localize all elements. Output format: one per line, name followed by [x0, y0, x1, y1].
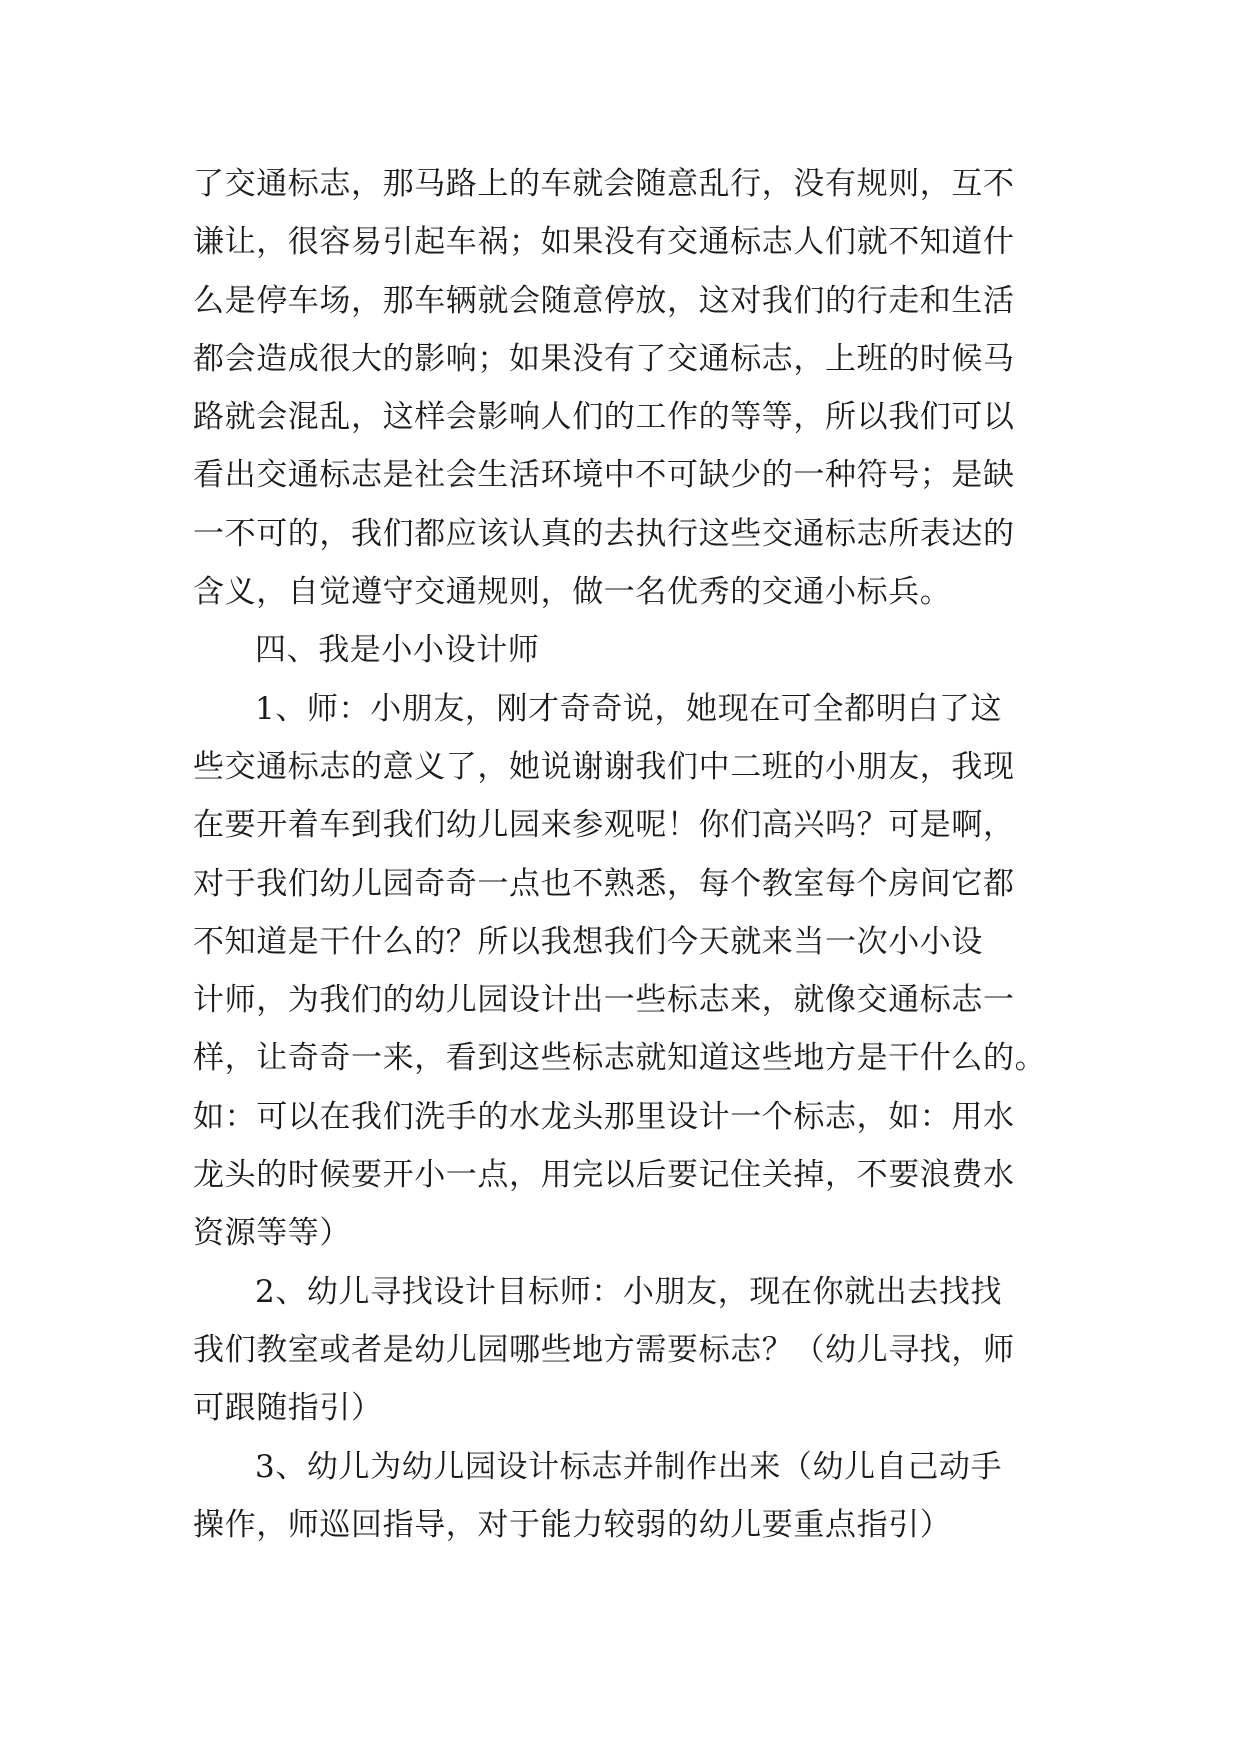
- text-line: 些交通标志的意义了，她说谢谢我们中二班的小朋友，我现: [193, 748, 1015, 785]
- text-line: 龙头的时候要开小一点，用完以后要记住关掉，不要浪费水: [193, 1157, 1015, 1194]
- text-line: 计师，为我们的幼儿园设计出一些标志来，就像交通标志一: [193, 982, 1015, 1019]
- text-line: 样，让奇奇一来，看到这些标志就知道这些地方是干什么的。: [193, 1040, 1047, 1077]
- text-line: 谦让，很容易引起车祸；如果没有交通标志人们就不知道什: [193, 224, 1015, 261]
- text-line: 2、幼儿寻找设计目标师：小朋友，现在你就出去找找: [255, 1273, 1003, 1310]
- text-line: 操作，师巡回指导，对于能力较弱的幼儿要重点指引）: [193, 1506, 952, 1543]
- text-line: 在要开着车到我们幼儿园来参观呢！你们高兴吗？可是啊，: [193, 807, 1015, 844]
- text-line: 对于我们幼儿园奇奇一点也不熟悉，每个教室每个房间它都: [193, 865, 1015, 902]
- text-line: 3、幼儿为幼儿园设计标志并制作出来（幼儿自己动手: [255, 1448, 1003, 1485]
- text-line: 四、我是小小设计师: [255, 632, 540, 669]
- text-line: 都会造成很大的影响；如果没有了交通标志，上班的时候马: [193, 340, 1015, 377]
- text-line: 看出交通标志是社会生活环境中不可缺少的一种符号；是缺: [193, 457, 1015, 494]
- text-line: 我们教室或者是幼儿园哪些地方需要标志？（幼儿寻找，师: [193, 1331, 1015, 1368]
- text-line: 一不可的，我们都应该认真的去执行这些交通标志所表达的: [193, 515, 1015, 552]
- text-line: 了交通标志，那马路上的车就会随意乱行，没有规则，互不: [193, 166, 1015, 202]
- text-line: 资源等等）: [193, 1215, 351, 1252]
- text-line: 含义，自觉遵守交通规则，做一名优秀的交通小标兵。: [193, 574, 952, 611]
- text-line: 1、师：小朋友，刚才奇奇说，她现在可全都明白了这: [255, 690, 1003, 727]
- text-line: 路就会混乱，这样会影响人们的工作的等等，所以我们可以: [193, 399, 1015, 436]
- text-line: 如：可以在我们洗手的水龙头那里设计一个标志，如：用水: [193, 1098, 1015, 1135]
- text-line: 么是停车场，那车辆就会随意停放，这对我们的行走和生活: [193, 282, 1015, 319]
- text-line: 可跟随指引）: [193, 1390, 383, 1427]
- text-line: 不知道是干什么的？所以我想我们今天就来当一次小小设: [193, 923, 983, 960]
- document-body: [193, 155, 1053, 1554]
